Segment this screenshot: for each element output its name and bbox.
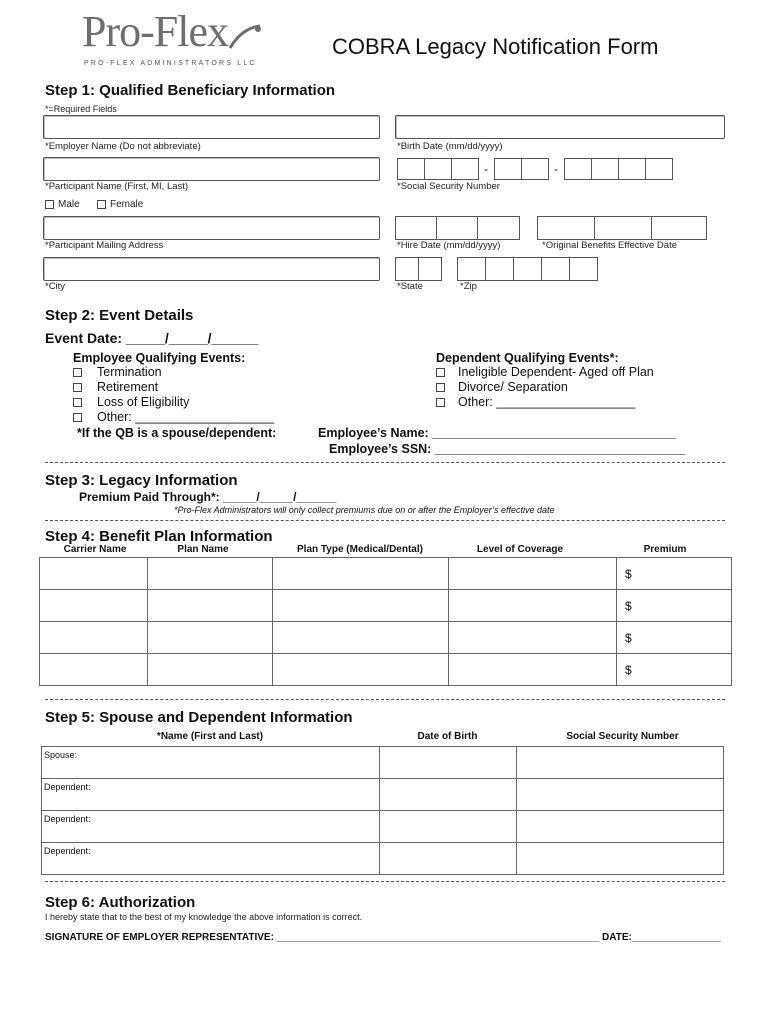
table-row: [40, 622, 732, 654]
ssn-separator: -: [484, 162, 488, 176]
premium-cell[interactable]: $: [617, 622, 732, 654]
ssn-digit[interactable]: [564, 158, 592, 180]
dependent-event-option[interactable]: [436, 365, 654, 380]
dependent-events-heading: Dependent Qualifying Events*:: [436, 351, 619, 365]
mailing-address-label: *Participant Mailing Address: [45, 240, 164, 251]
event-date[interactable]: Event Date: _____/_____/______: [45, 330, 259, 346]
employer-name-label: *Employer Name (Do not abbreviate): [45, 141, 201, 152]
dob-cell[interactable]: [380, 843, 517, 875]
spouse-note: *If the QB is a spouse/dependent:: [77, 426, 277, 440]
state-label: *State: [397, 281, 423, 292]
zip-label: *Zip: [460, 281, 477, 292]
zip-digit[interactable]: [485, 257, 514, 281]
orig-benefits-date-input[interactable]: [537, 216, 706, 240]
plan-name-cell[interactable]: [148, 654, 273, 686]
dependent-event-option[interactable]: [436, 395, 654, 410]
female-label: Female: [110, 199, 144, 210]
logo-subtitle: PRO-FLEX ADMINISTRATORS LLC: [84, 60, 257, 67]
ssn-cell[interactable]: [517, 779, 724, 811]
employee-ssn-field[interactable]: Employee’s SSN: ____________________________________: [329, 442, 686, 456]
coverage-cell[interactable]: [449, 590, 617, 622]
employee-events-heading: Employee Qualifying Events:: [73, 351, 246, 365]
ssn-digit[interactable]: [591, 158, 619, 180]
plan-type-cell[interactable]: [273, 654, 449, 686]
col-ssn: Social Security Number: [566, 731, 679, 742]
carrier-cell[interactable]: [40, 654, 148, 686]
ssn-separator: -: [554, 162, 558, 176]
dob-cell[interactable]: [380, 779, 517, 811]
city-label: *City: [45, 281, 66, 292]
city-input[interactable]: [43, 257, 380, 281]
event-label: Ineligible Dependent- Aged off Plan: [458, 365, 654, 379]
date-segment[interactable]: [651, 216, 707, 240]
table-row: [42, 811, 724, 843]
date-segment[interactable]: [436, 216, 478, 240]
date-segment[interactable]: [395, 216, 437, 240]
coverage-cell[interactable]: [449, 558, 617, 590]
employer-name-input[interactable]: [43, 115, 380, 139]
mailing-address-input[interactable]: [43, 216, 380, 240]
ssn-digit[interactable]: [521, 158, 549, 180]
zip-digit[interactable]: [541, 257, 570, 281]
plan-type-cell[interactable]: [273, 590, 449, 622]
event-label: Retirement: [97, 380, 159, 394]
form-title: COBRA Legacy Notification Form: [332, 34, 659, 59]
employee-event-option[interactable]: [73, 380, 274, 395]
event-label: Other: ____________________: [97, 410, 275, 424]
name-cell[interactable]: Dependent:: [42, 779, 380, 811]
hire-date-label: *Hire Date (mm/dd/yyyy): [397, 240, 501, 251]
employee-event-option[interactable]: [73, 365, 274, 380]
checkbox-icon[interactable]: [73, 383, 82, 392]
section-divider: [45, 520, 725, 521]
employee-event-option[interactable]: [73, 410, 274, 425]
col-plan-type: Plan Type (Medical/Dental): [297, 544, 423, 555]
table-row: [42, 779, 724, 811]
ssn-digit[interactable]: [451, 158, 479, 180]
plan-type-cell[interactable]: [273, 558, 449, 590]
ssn-label: *Social Security Number: [397, 181, 500, 192]
ssn-digit[interactable]: [494, 158, 522, 180]
table-row: [40, 558, 732, 590]
table-row: [40, 590, 732, 622]
carrier-cell[interactable]: [40, 622, 148, 654]
gender-male-option[interactable]: [45, 199, 80, 210]
ssn-digit[interactable]: [645, 158, 673, 180]
date-segment[interactable]: [537, 216, 595, 240]
section-divider: [45, 462, 725, 463]
step2-title: Step 2: Event Details: [45, 307, 194, 324]
gender-female-option[interactable]: [97, 199, 143, 210]
checkbox-icon[interactable]: [97, 200, 106, 209]
ssn-input[interactable]: [397, 158, 672, 180]
employee-name-field[interactable]: Employee’s Name: ___________________________________: [318, 426, 676, 440]
signature-line[interactable]: SIGNATURE OF EMPLOYER REPRESENTATIVE: __________________________________________________________ DATE:________________: [45, 932, 721, 943]
state-char[interactable]: [418, 257, 442, 281]
table-row: [40, 654, 732, 686]
employee-events: [73, 351, 274, 425]
premium-cell[interactable]: $: [617, 590, 732, 622]
carrier-cell[interactable]: [40, 590, 148, 622]
col-level-of-coverage: Level of Coverage: [476, 544, 564, 555]
section-divider: [45, 881, 725, 882]
checkbox-icon[interactable]: [73, 368, 82, 377]
coverage-cell[interactable]: [449, 622, 617, 654]
dependent-event-option[interactable]: [436, 380, 654, 395]
checkbox-icon[interactable]: [436, 368, 445, 377]
event-label: Other: ____________________: [458, 395, 636, 409]
col-plan-name: Plan Name: [177, 544, 229, 555]
checkbox-icon[interactable]: [45, 200, 54, 209]
step1-title: Step 1: Qualified Beneficiary Information: [45, 82, 336, 99]
step6-title: Step 6: Authorization: [45, 894, 196, 911]
zip-digit[interactable]: [457, 257, 486, 281]
section-divider: [45, 699, 725, 700]
table-row: [42, 747, 724, 779]
event-label: Divorce/ Separation: [458, 380, 568, 394]
logo-text: Pro-Flex: [82, 7, 228, 56]
male-label: Male: [58, 199, 80, 210]
ssn-cell[interactable]: [517, 811, 724, 843]
col-premium: Premium: [643, 544, 687, 555]
dependent-events: [436, 351, 654, 410]
name-cell[interactable]: Dependent:: [42, 811, 380, 843]
ssn-cell[interactable]: [517, 747, 724, 779]
dob-cell[interactable]: [380, 747, 517, 779]
plan-name-cell[interactable]: [148, 590, 273, 622]
ssn-digit[interactable]: [397, 158, 425, 180]
table-row: [42, 843, 724, 875]
ssn-digit[interactable]: [424, 158, 452, 180]
col-date-of-birth: Date of Birth: [417, 731, 478, 742]
coverage-cell[interactable]: [449, 654, 617, 686]
hire-date-input[interactable]: [395, 216, 519, 240]
participant-name-input[interactable]: [43, 157, 380, 181]
state-char[interactable]: [395, 257, 419, 281]
benefit-plan-table: [39, 557, 732, 686]
dob-cell[interactable]: [380, 811, 517, 843]
step5-title: Step 5: Spouse and Dependent Information: [45, 709, 353, 726]
premium-paid-through[interactable]: Premium Paid Through*: _____/_____/______: [79, 490, 337, 504]
participant-name-label: *Participant Name (First, MI, Last): [45, 181, 189, 192]
step4-title: Step 4: Benefit Plan Information: [45, 528, 273, 545]
zip-digit[interactable]: [513, 257, 542, 281]
birth-date-input[interactable]: [395, 115, 725, 139]
name-cell[interactable]: Spouse:: [42, 747, 380, 779]
step3-title: Step 3: Legacy Information: [45, 472, 238, 489]
dependent-table: [41, 746, 724, 875]
checkbox-icon[interactable]: [436, 398, 445, 407]
event-label: Loss of Eligibility: [97, 395, 190, 409]
required-note: *=Required Fields: [45, 104, 117, 114]
premium-cell[interactable]: $: [617, 558, 732, 590]
checkbox-icon[interactable]: [436, 383, 445, 392]
state-input[interactable]: [395, 257, 441, 281]
birth-date-label: *Birth Date (mm/dd/yyyy): [397, 141, 503, 152]
plan-name-cell[interactable]: [148, 622, 273, 654]
name-cell[interactable]: Dependent:: [42, 843, 380, 875]
zip-digit[interactable]: [569, 257, 598, 281]
swoosh-icon: [228, 24, 262, 52]
company-logo: [82, 7, 262, 72]
carrier-cell[interactable]: [40, 558, 148, 590]
premium-cell[interactable]: $: [617, 654, 732, 686]
zip-input[interactable]: [457, 257, 597, 281]
ssn-cell[interactable]: [517, 843, 724, 875]
employee-event-option[interactable]: [73, 395, 274, 410]
checkbox-icon[interactable]: [73, 398, 82, 407]
col-carrier-name: Carrier Name: [63, 544, 127, 555]
premium-note: *Pro-Flex Administrators will only collect premiums due on or after the Employer’s effective date: [174, 505, 555, 515]
date-segment[interactable]: [594, 216, 652, 240]
col-name: *Name (First and Last): [156, 731, 264, 742]
orig-benefits-label: *Original Benefits Effective Date: [542, 240, 678, 251]
authorization-statement: I hereby state that to the best of my knowledge the above information is correct.: [45, 912, 363, 922]
checkbox-icon[interactable]: [73, 413, 82, 422]
ssn-digit[interactable]: [618, 158, 646, 180]
event-label: Termination: [97, 365, 162, 379]
date-segment[interactable]: [477, 216, 520, 240]
plan-type-cell[interactable]: [273, 622, 449, 654]
plan-name-cell[interactable]: [148, 558, 273, 590]
